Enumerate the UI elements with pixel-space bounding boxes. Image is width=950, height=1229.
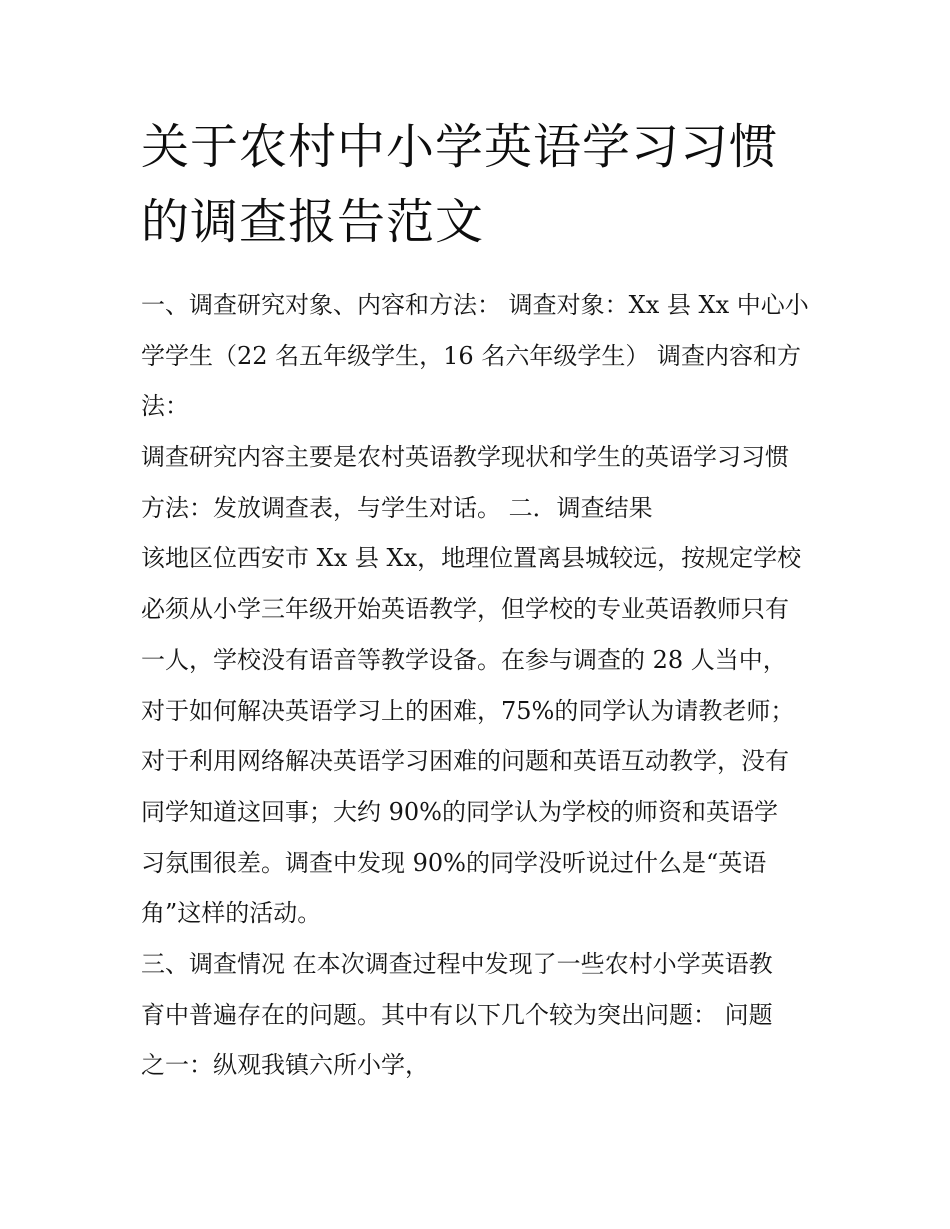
body-line: 之一：纵观我镇六所小学， xyxy=(141,1051,429,1080)
title-line: 关于农村中小学英语学习习惯 xyxy=(141,119,779,175)
body-line: 法： xyxy=(141,392,189,421)
body-line: 必须从小学三年级开始英语教学，但学校的专业英语教师只有 xyxy=(141,595,789,624)
body-line: 习氛围很差。调查中发现 90%的同学没听说过什么是“英语 xyxy=(141,848,767,877)
body-line: 学学生（22 名五年级学生，16 名六年级学生） 调查内容和方 xyxy=(141,341,801,370)
body-line: 三、调查情况 在本次调查过程中发现了一些农村小学英语教 xyxy=(141,949,773,978)
body-line: 方法：发放调查表，与学生对话。 二．调查结果 xyxy=(141,493,653,522)
body-line: 育中普遍存在的问题。其中有以下几个较为突出问题： 问题 xyxy=(141,1000,773,1029)
body-line: 同学知道这回事；大约 90%的同学认为学校的师资和英语学 xyxy=(141,797,778,826)
body-line: 一、调查研究对象、内容和方法： 调查对象：Xx 县 Xx 中心小 xyxy=(141,291,809,319)
document-title xyxy=(141,110,821,260)
body-line: 调查研究内容主要是农村英语教学现状和学生的英语学习习惯 xyxy=(141,443,789,472)
body-line: 一人，学校没有语音等教学设备。在参与调查的 28 人当中， xyxy=(141,645,787,674)
body-line: 对于如何解决英语学习上的困难，75%的同学认为请教老师； xyxy=(141,696,795,725)
body-line: 该地区位西安市 Xx 县 Xx，地理位置离县城较远，按规定学校 xyxy=(141,544,802,573)
body-line: 对于利用网络解决英语学习困难的问题和英语互动教学，没有 xyxy=(141,747,789,776)
title-line: 的调查报告范文 xyxy=(141,194,485,250)
document-body xyxy=(141,280,831,1091)
body-line: 角”这样的活动。 xyxy=(141,899,322,928)
